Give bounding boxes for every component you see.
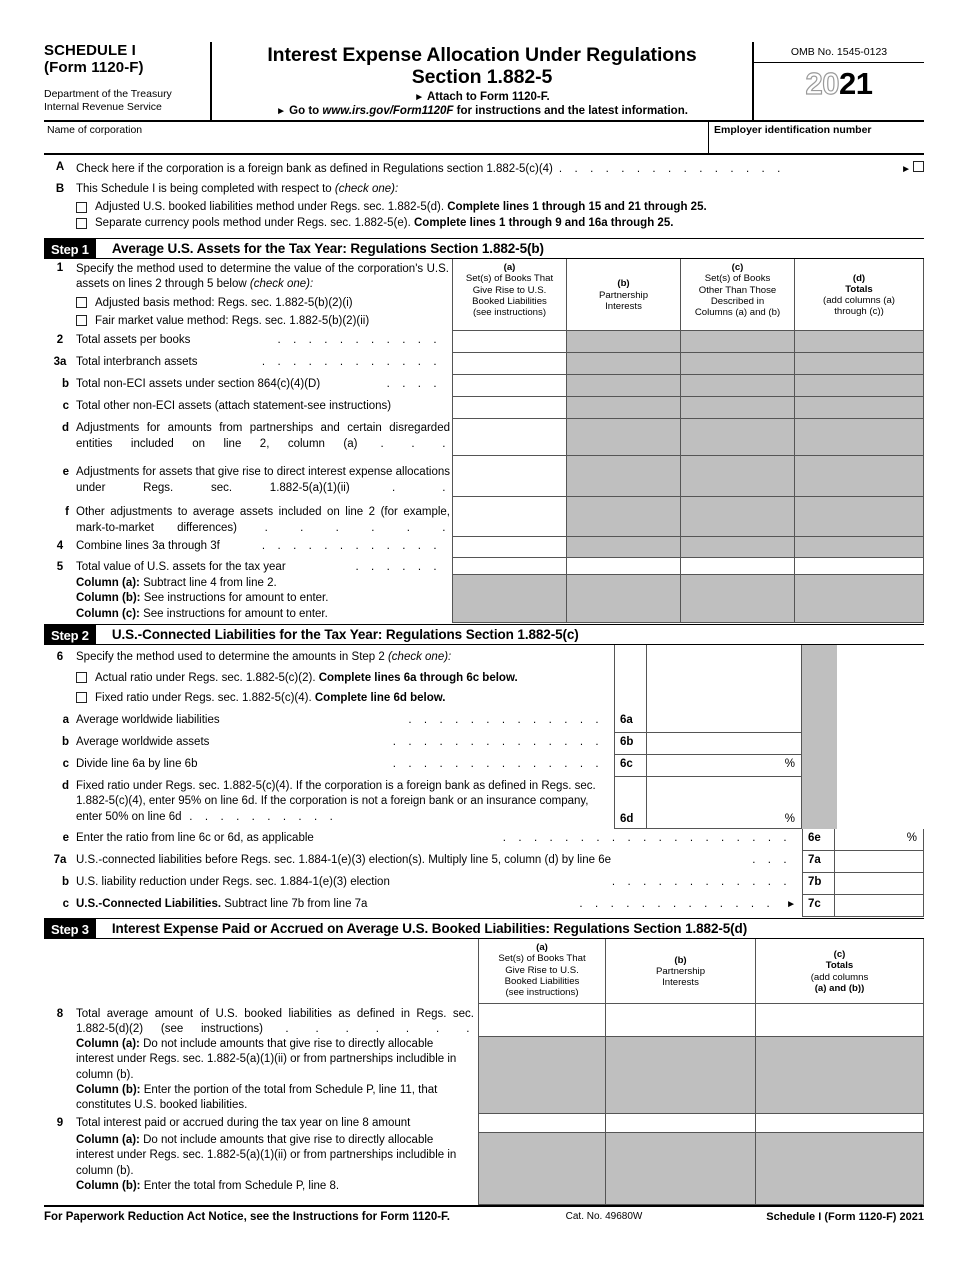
leader-dots: . . . . . . . . . . . . [261,540,449,553]
ein-field[interactable] [709,122,924,153]
item-b-option-1-bold: Complete lines 1 through 15 and 21 through 25. [447,201,707,214]
table-row [44,497,924,537]
col-a-l1: Set(s) of Books That [465,273,554,285]
line-5-note-1-label: Column (a): [76,577,140,590]
line-8-text: Total average amount of U.S. booked liabilities as defined in Regs. sec. 1.882-5(d)(2) (see instructions) . . . . . . . [76,1008,474,1036]
s3-col-b-l1: Partnership [655,965,706,977]
col-a-key: (a) [503,262,516,274]
line-7c-number: c [62,898,69,911]
step-3-column-a-header [478,939,605,1004]
item-b-letter: B [55,182,65,195]
footer-form-id: Schedule I (Form 1120-F) 2021 [766,1211,924,1224]
col-d-key: (d) [852,272,866,284]
line-3c-col-c-shaded [680,397,794,419]
line-4-col-b-shaded [566,537,680,558]
tax-year-suffix: 21 [839,66,873,101]
leader-dots: . . . . . . . . . . . . . . . [558,163,793,176]
s3-col-b-l2: Interests [662,977,699,989]
goto-suffix: for instructions and the latest information. [456,105,688,118]
leader-dots: . . . . [386,378,449,391]
line-9-col-a-shaded [478,1133,605,1205]
line-4-number: 4 [56,540,64,553]
line-6b-input[interactable] [646,733,802,755]
attach-instruction [216,91,748,103]
line-3e-text: Adjustments for assets that give rise to direct interest expense allocations under Regs. sec. 1.882-5(a)(1)(ii) . . [76,466,451,494]
line-1-option-2-label: Fair market value method: Regs. sec. 1.882-5(b)(2)(ii) [95,314,370,327]
line-7a-box-label: 7a [802,851,834,873]
step-1-column-d-header [794,259,924,331]
s3-col-a-key: (a) [536,942,548,954]
catalog-number: Cat. No. 49680W [565,1211,643,1223]
line-6-option-2-text: Fixed ratio under Regs. sec. 1.882-5(c)(4). [95,691,315,704]
step-2-shaded-gutter [802,645,837,711]
line-6c-input[interactable] [646,755,802,777]
leader-dots: . . . . . . [355,561,449,574]
line-6d-input[interactable] [646,777,802,829]
line-2-col-d-shaded [794,331,924,353]
step-2-right-blank [837,733,924,755]
line-3b-col-d-shaded [794,375,924,397]
step-3-header-row [44,939,924,1004]
omb-number: OMB No. 1545-0123 [754,42,924,63]
col-d-l2: (add columns (a) [823,295,895,307]
line-9-note-1: Column (a): Do not include amounts that give rise to directly allocable interest under Regs. sec. 1.882-5(a)(1)(ii) or from partnerships includible in column (b). [76,1134,457,1177]
line-5-col-c-shaded [680,575,794,623]
line-3f-col-a-input[interactable] [452,497,566,537]
line-5-note-1-text: Subtract line 4 from line 2. [139,577,277,590]
line-9-col-b-shaded [605,1133,755,1205]
line-9-number: 9 [56,1117,64,1130]
arrow-right-icon-2: ► [276,106,286,118]
table-row [44,375,924,397]
table-row [44,1004,924,1037]
line-3c-col-b-shaded [566,397,680,419]
line-3a-number: 3a [53,356,67,369]
schedule-label: SCHEDULE I [44,42,136,59]
goto-url[interactable]: www.irs.gov/Form1120F [322,105,454,118]
percent-sign: % [784,813,795,826]
line-3e-col-c-shaded [680,456,794,497]
step-2-bar [44,624,924,645]
line-8-col-b-input[interactable] [605,1004,755,1037]
line-7c-box-label: 7c [802,895,834,917]
line-7a-number: 7a [53,854,67,867]
line-6-option-2-checkbox[interactable] [76,692,87,703]
col-b-l1: Partnership [598,289,649,301]
goto-prefix: Go to [289,105,320,118]
line-2-text: Total assets per books [76,334,191,347]
table-row [44,353,924,375]
table-row [44,397,924,419]
line-6e-text: Enter the ratio from line 6c or 6d, as applicable [76,832,314,845]
line-6e-box-label: 6e [802,829,834,851]
item-b-text-italic: (check one): [334,182,399,195]
line-2-col-b-shaded [566,331,680,353]
step-2-shaded-gutter [802,711,837,733]
line-3d-col-a-input[interactable] [452,419,566,456]
line-5-number: 5 [56,561,64,574]
s3-col-a-l3: Booked Liabilities [504,976,580,987]
line-4-col-a-input[interactable] [452,537,566,558]
line-5-col-c-input[interactable] [680,558,794,575]
leader-dots: . . . . . . . . . . . . . [579,898,783,911]
table-row [44,755,924,777]
item-b-option-2-text: Separate currency pools method under Regs. sec. 1.882-5(e). [95,217,414,230]
item-a-row [44,155,924,178]
line-9-col-c-shaded [755,1133,924,1205]
line-5-col-a-input[interactable] [452,558,566,575]
col-c-l4: Columns (a) and (b) [694,307,781,319]
line-3a-col-b-shaded [566,353,680,375]
line-6d-box-label: 6d [614,777,646,829]
line-3c-text: Total other non-ECI assets (attach statement-see instructions) [76,400,392,413]
line-6b-number: b [61,736,69,749]
line-9-col-c-input[interactable] [755,1114,924,1133]
line-9-col-b-input[interactable] [605,1114,755,1133]
col-a-l2: Give Rise to U.S. [472,284,547,296]
col-c-key: (c) [731,262,744,274]
table-row [44,829,924,851]
line-6d-text: Fixed ratio under Regs. sec. 1.882-5(c)(4). If the corporation is a foreign bank as defined in Regs. sec. 1.882-5(c)(4), enter 95% on line 6d. If the corporation is not a foreign bank or an insurance company, enter 50% on line 6d . . . . . . . . . . [76,780,596,823]
step-2-right-blank [837,777,924,829]
line-7b-input[interactable] [834,873,924,895]
form-title-line-2: Section 1.882-5 [411,66,553,89]
item-b-option-2[interactable] [44,213,924,233]
line-4-col-c-shaded [680,537,794,558]
table-row [44,895,924,917]
line-8-note-2: Column (b): Enter the portion of the total from Schedule P, line 11, that constitutes U.S. booked liabilities. [76,1083,438,1112]
line-3b-text: Total non-ECI assets under section 864(c)(4)(D) [76,378,321,391]
col-b-l2: Interests [605,300,642,312]
col-c-l2: Other Than Those [698,284,777,296]
line-6e-number: e [62,832,69,845]
line-1-option-1[interactable] [76,293,449,311]
line-8-note-1: Column (a): Do not include amounts that give rise to directly allocable interest under Regs. sec. 1.882-5(a)(1)(ii) or from partnerships includible in column (b). [76,1038,457,1081]
line-2-col-c-shaded [680,331,794,353]
item-b-option-2-checkbox[interactable] [76,218,87,229]
line-9-note-2: Column (b): Enter the total from Schedule P, line 8. [76,1179,340,1192]
line-5-note-2-text: See instructions for amount to enter. [140,592,329,605]
line-6c-box-label: 6c [614,755,646,777]
tax-year [754,63,924,103]
table-row [44,1114,924,1133]
line-7a-input[interactable] [834,851,924,873]
line-3f-col-c-shaded [680,497,794,537]
col-b-key: (b) [617,278,630,290]
line-6-entry-space [646,645,802,711]
line-6e-input[interactable] [834,829,924,851]
line-8-number: 8 [56,1008,64,1021]
line-3b-col-c-shaded [680,375,794,397]
s3-col-a-l4: (see instructions) [505,987,579,999]
goto-instruction [216,105,748,117]
step-2-right-blank [837,645,924,711]
table-row [44,777,924,829]
line-6-number: 6 [56,651,64,664]
header-right [754,42,924,120]
line-8-col-a-shaded [478,1037,605,1114]
line-3b-col-a-input[interactable] [452,375,566,397]
s3-col-a-l2: Give Rise to U.S. [505,964,579,976]
line-3d-col-d-shaded [794,419,924,456]
line-1-number: 1 [56,262,64,275]
percent-sign: % [906,832,917,845]
step-2-shaded-gutter [802,755,837,777]
step-3-label: Step 3 [44,919,96,938]
line-2-number: 2 [56,334,64,347]
line-3a-col-a-input[interactable] [452,353,566,375]
line-3f-text: Other adjustments to average assets included on line 2 (for example, mark-to-market differences) . . . . . . [76,506,450,534]
line-1-text: Specify the method used to determine the value of the corporation's U.S. assets on lines 2 through 5 below [76,263,449,291]
line-6c-text: Divide line 6a by line 6b [76,758,198,771]
line-6a-input[interactable] [646,711,802,733]
line-3d-col-c-shaded [680,419,794,456]
step-3-table [44,939,924,1205]
step-1-column-a-header [452,259,566,331]
header-left [44,42,212,120]
table-row [44,873,924,895]
form-label: (Form 1120-F) [44,59,144,77]
line-5-text: Total value of U.S. assets for the tax year [76,561,286,574]
step-2-line-6-block [44,645,924,711]
line-3e-number: e [62,466,69,479]
line-8-col-c-input[interactable] [755,1004,924,1037]
leader-dots: . . . . . . . . . . . . . . [392,758,611,771]
line-5-note-3-text: See instructions for amount to enter. [139,607,328,620]
arrow-right-icon: ► [414,92,425,104]
line-8-col-a-input[interactable] [478,1004,605,1037]
line-3c-number: c [62,400,69,413]
line-1-text-italic: (check one): [249,278,314,291]
line-7c-text: Subtract line 7b from line 7a [221,898,368,911]
line-6b-text: Average worldwide assets [76,736,210,749]
table-row [44,331,924,353]
form-footer [44,1205,924,1223]
line-3e-col-d-shaded [794,456,924,497]
item-b-option-1[interactable] [44,197,924,213]
step-2-label: Step 2 [44,625,96,644]
tax-year-century: 20 [805,66,839,101]
table-row [44,851,924,873]
line-3b-number: b [61,378,69,391]
line-7b-text: U.S. liability reduction under Regs. sec. 1.884-1(e)(3) election [76,876,390,889]
name-of-corporation-field[interactable] [44,122,709,153]
line-9-text: Total interest paid or accrued during the tax year on line 8 amount [76,1117,411,1130]
line-6d-number: d [61,780,69,793]
paperwork-notice: For Paperwork Reduction Act Notice, see the Instructions for Form 1120-F. [44,1211,450,1224]
s3-col-b-key: (b) [674,954,687,966]
item-b-option-2-bold: Complete lines 1 through 9 and 16a through 25. [413,217,674,230]
line-3c-col-d-shaded [794,397,924,419]
line-6-option-1-text: Actual ratio under Regs. sec. 1.882-5(c)(2). [95,671,319,684]
line-5-note-3-label: Column (c): [76,607,140,620]
step-1-header-row [44,259,924,331]
line-3e-col-b-shaded [566,456,680,497]
items-ab [44,155,924,233]
ein-label: Employer identification number [714,124,872,137]
line-5-col-d-input[interactable] [794,558,924,575]
col-d-l3: through (c)) [834,306,884,318]
step-1-label: Step 1 [44,239,96,258]
step-3-title: Interest Expense Paid or Accrued on Average U.S. Booked Liabilities: Regulations Section 1.882-5(d) [111,921,748,937]
step-1-table [44,259,924,623]
table-row [44,456,924,497]
item-b-option-1-checkbox[interactable] [76,202,87,213]
line-3d-text: Adjustments for amounts from partnerships and certain disregarded entities included on line 2, column (a) . . . [76,422,450,450]
line-6-option-1-bold: Complete lines 6a through 6c below. [318,671,518,684]
arrow-right-icon-4: ► [786,899,796,911]
step-2-right-blank [837,711,924,733]
table-row [44,419,924,456]
leader-dots: . . . . . . . . . . . . [261,356,449,369]
col-a-l4: (see instructions) [472,307,547,319]
line-3b-col-b-shaded [566,375,680,397]
line-3e-col-a-input[interactable] [452,456,566,497]
line-6-text: Specify the method used to determine the amounts in Step 2 [76,651,388,664]
line-4-text: Combine lines 3a through 3f [76,540,220,553]
line-5-col-b-input[interactable] [566,558,680,575]
line-5-col-d-shaded [794,575,924,623]
line-6-option-2[interactable] [44,686,614,711]
line-7b-box-label: 7b [802,873,834,895]
leader-dots: . . . . . . . . . . . . . . [392,736,611,749]
line-6a-number: a [62,714,69,727]
step-2-table [44,645,924,917]
item-a-letter: A [55,161,65,174]
line-6-option-1-checkbox[interactable] [76,672,87,683]
line-9-col-a-input[interactable] [478,1114,605,1133]
table-row [44,733,924,755]
form-page [0,42,960,1284]
step-1-column-c-header [680,259,794,331]
item-b-option-1-text: Adjusted U.S. booked liabilities method under Regs. sec. 1.882-5(d). [95,201,448,214]
line-3d-number: d [61,422,69,435]
item-a-text: Check here if the corporation is a foreign bank as defined in Regulations section 1.882-5(c)(4) [76,163,553,176]
step-1-title: Average U.S. Assets for the Tax Year: Regulations Section 1.882-5(b) [111,241,544,257]
s3-col-a-l1: Set(s) of Books That [498,953,586,965]
line-3f-col-b-shaded [566,497,680,537]
col-a-l3: Booked Liabilities [472,296,547,308]
leader-dots: . . . . . . . . . . . [277,334,449,347]
step-1-bar [44,238,924,259]
line-6a-text: Average worldwide liabilities [76,714,220,727]
line-2-col-a-input[interactable] [452,331,566,353]
item-b-row [44,178,924,198]
step-1-column-b-header [566,259,680,331]
line-6a-box-label: 6a [614,711,646,733]
line-9-notes-row [44,1133,924,1205]
line-5-col-a-shaded [452,575,566,623]
line-7a-text: U.S.-connected liabilities before Regs. sec. 1.884-1(e)(3) election(s). Multiply line 5, column (d) by line 6e [76,854,611,867]
col-d-l1: Totals [845,283,873,295]
line-7c-bold-lead: U.S.-Connected Liabilities. [76,898,222,911]
name-of-corporation-label: Name of corporation [47,124,143,137]
line-1-option-1-label: Adjusted basis method: Regs. sec. 1.882-5(b)(2)(i) [95,296,353,309]
arrow-right-icon-3: ► [901,164,911,176]
line-3a-col-c-shaded [680,353,794,375]
line-4-col-d-shaded [794,537,924,558]
s3-col-c-l2: (add columns [810,971,869,983]
leader-dots: . . . . . . . . . . . . . [408,714,611,727]
step-2-shaded-gutter [802,733,837,755]
table-row [44,558,924,575]
line-6b-box-label: 6b [614,733,646,755]
form-header [44,42,924,122]
step-3-bar [44,918,924,939]
line-3d-col-b-shaded [566,419,680,456]
s3-col-c-l1: Totals [825,960,854,972]
line-1-option-1-checkbox[interactable] [76,297,87,308]
table-row [44,537,924,558]
leader-dots: . . . . . . . . . . . . [611,876,799,889]
line-6-option-2-bold: Complete line 6d below. [314,691,446,704]
line-5-notes-row [44,575,924,623]
s3-col-c-l3: (a) and (b)) [814,982,865,994]
line-7b-number: b [61,876,69,889]
department-line-1: Department of the Treasury [44,87,172,100]
item-a-checkbox[interactable] [913,161,924,172]
line-8-notes-row [44,1037,924,1114]
step-3-column-c-header [755,939,924,1004]
line-3c-col-a-input[interactable] [452,397,566,419]
attach-text: Attach to Form 1120-F. [426,91,550,104]
department-block [44,88,204,114]
line-6-box-gutter [614,645,646,711]
leader-dots: . . . . . . . . . . . . . . . . . . . [502,832,799,845]
line-6c-number: c [62,758,69,771]
line-5-note-2-label: Column (b): [76,592,141,605]
line-3f-col-d-shaded [794,497,924,537]
step-2-shaded-gutter [802,777,837,829]
line-1-option-2[interactable] [76,311,449,329]
step-2-title: U.S.-Connected Liabilities for the Tax Year: Regulations Section 1.882-5(c) [111,627,579,643]
percent-sign: % [784,758,795,771]
header-title-block [212,42,754,120]
line-8-col-b-shaded [605,1037,755,1114]
line-8-col-c-shaded [755,1037,924,1114]
line-7c-input[interactable] [834,895,924,917]
identification-row [44,122,924,155]
step-2-right-blank [837,755,924,777]
line-5-col-b-shaded [566,575,680,623]
line-3a-text: Total interbranch assets [76,356,198,369]
step-3-column-b-header [605,939,755,1004]
line-1-option-2-checkbox[interactable] [76,315,87,326]
item-b-text: This Schedule I is being completed with respect to [76,182,335,195]
line-6-option-1[interactable] [44,666,614,686]
line-3a-col-d-shaded [794,353,924,375]
col-c-l1: Set(s) of Books [704,273,771,285]
department-line-2: Internal Revenue Service [44,100,162,113]
line-6-text-italic: (check one): [387,651,452,664]
leader-dots: . . . [752,854,799,867]
line-3f-number: f [65,506,69,519]
col-c-l3: Described in [710,296,765,308]
s3-col-c-key: (c) [833,948,846,960]
table-row [44,711,924,733]
form-title-line-1: Interest Expense Allocation Under Regulations [267,44,697,66]
